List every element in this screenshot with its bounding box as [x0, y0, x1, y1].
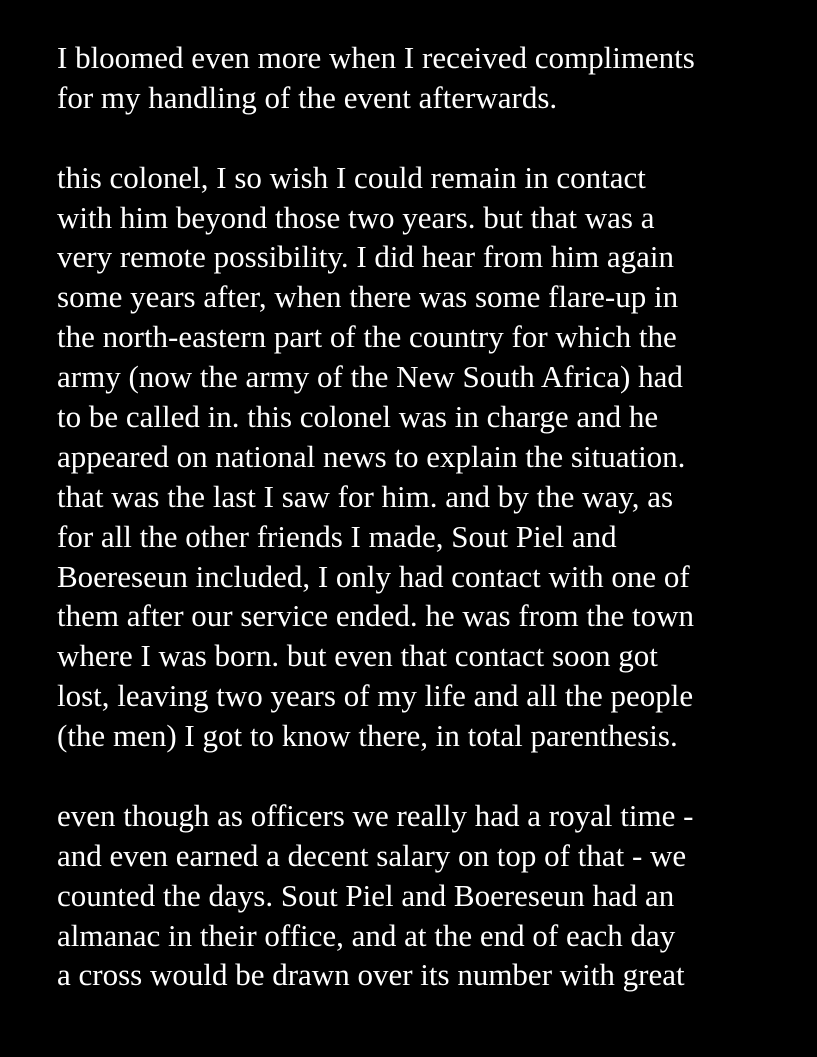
paragraph-gap [57, 756, 797, 796]
text-line: the north-eastern part of the country for which the [57, 319, 677, 355]
text-line: very remote possibility. I did hear from him again [57, 239, 674, 275]
paragraph-1 [57, 38, 797, 118]
text-line: almanac in their office, and at the end of each day [57, 917, 676, 953]
text-line: appeared on national news to explain the situation. [57, 438, 686, 474]
text-line: with him beyond those two years. but that was a [57, 199, 655, 235]
text-line: lost, leaving two years of my life and all the people [57, 678, 694, 714]
text-line: them after our service ended. he was from the town [57, 598, 694, 634]
paragraph-2 [57, 158, 797, 756]
text-line: for all the other friends I made, Sout Piel and [57, 518, 617, 554]
paragraph-3 [57, 796, 797, 995]
text-line: some years after, when there was some flare-up in [57, 279, 679, 315]
text-line: (the men) I got to know there, in total parenthesis. [57, 718, 678, 754]
text-line: for my handling of the event afterwards. [57, 79, 558, 115]
text-line: this colonel, I so wish I could remain in contact [57, 159, 646, 195]
text-line: and even earned a decent salary on top of that - we [57, 837, 687, 873]
document-text [57, 38, 797, 995]
paragraph-gap [57, 118, 797, 158]
text-line: to be called in. this colonel was in charge and he [57, 399, 659, 435]
text-line: even though as officers we really had a royal time - [57, 797, 694, 833]
text-line: a cross would be drawn over its number with great [57, 957, 685, 993]
text-line: where I was born. but even that contact soon got [57, 638, 658, 674]
text-line: that was the last I saw for him. and by the way, as [57, 478, 674, 514]
text-line: Boereseun included, I only had contact with one of [57, 558, 690, 594]
text-line: army (now the army of the New South Africa) had [57, 359, 683, 395]
text-line: counted the days. Sout Piel and Boereseun had an [57, 877, 675, 913]
text-line: I bloomed even more when I received compliments [57, 40, 695, 75]
